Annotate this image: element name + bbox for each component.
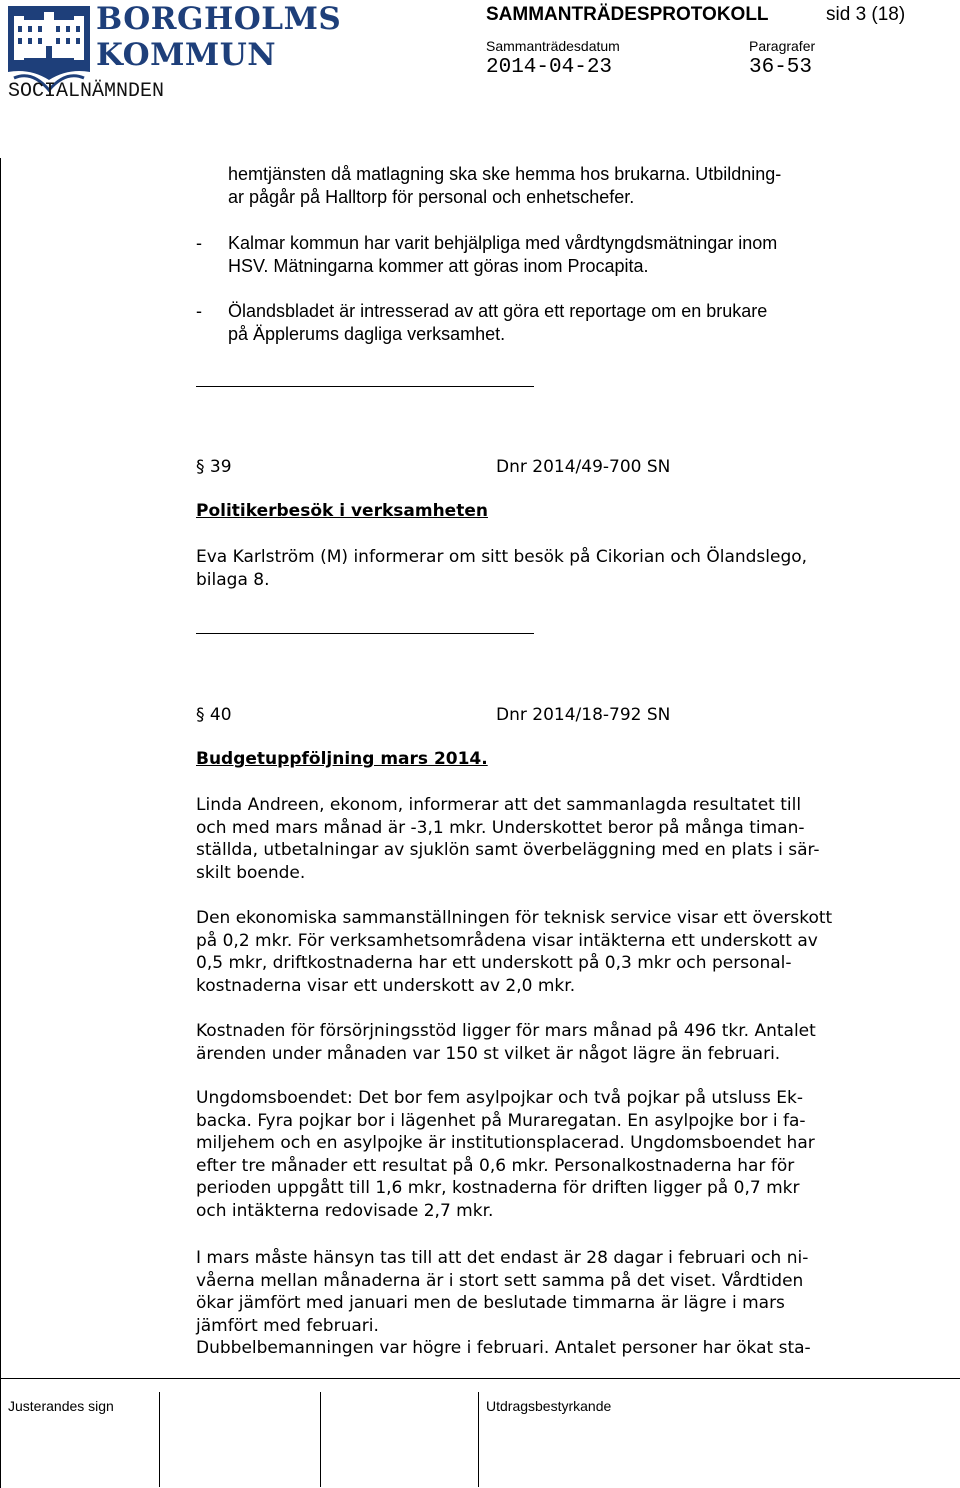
text-line: 0,5 mkr, driftkostnaderna har ett underskott på 0,3 mkr och personal- [196, 953, 792, 973]
continuation-text [228, 163, 781, 209]
text-line: Kostnaden för försörjningsstöd ligger för mars månad på 496 tkr. Antalet [196, 1021, 816, 1041]
section-39-paragraph [196, 546, 807, 591]
text-line: Den ekonomiska sammanställningen för teknisk service visar ett överskott [196, 908, 833, 928]
signature-box-divider [478, 1392, 479, 1487]
bullet-dash: - [196, 301, 202, 321]
text-line: hemtjänsten då matlagning ska ske hemma hos brukarna. Utbildning- [228, 164, 782, 184]
text-line: ärenden under månaden var 150 st vilket är något lägre än februari. [196, 1043, 781, 1064]
text-line: skilt boende. [196, 862, 306, 883]
text-line: och med mars månad är -3,1 mkr. Underskottet beror på många timan- [196, 817, 805, 838]
meeting-date-value: 2014-04-23 [486, 56, 613, 79]
text-line: Kalmar kommun har varit behjälpliga med vårdtyngdsmätningar inom [228, 233, 778, 253]
paragraphs-value: 36-53 [749, 56, 813, 79]
section-40-number [196, 705, 232, 725]
text-line: HSV. Mätningarna kommer att göras inom Procapita. [228, 256, 649, 276]
text-line: Ungdomsboendet: Det bor fem asylpojkar och två pojkar på utsluss Ek- [196, 1088, 804, 1108]
org-name-line2: KOMMUN [96, 37, 277, 73]
section-number-text: 39 [209, 457, 232, 477]
section-40-dnr: Dnr 2014/18-792 SN [496, 705, 671, 725]
left-margin-line [0, 158, 1, 1488]
section-40-paragraph-2 [196, 907, 832, 997]
bullet-item [228, 232, 777, 278]
section-39-number [196, 457, 232, 477]
document-title: SAMMANTRÄDESPROTOKOLL [486, 4, 769, 25]
text-line: Ölandsbladet är intresserad av att göra ett reportage om en brukare [228, 301, 768, 321]
section-40-title: Budgetuppföljning mars 2014. [196, 749, 488, 769]
text-line: bilaga 8. [196, 569, 270, 590]
meeting-date-label: Sammanträdesdatum [486, 38, 620, 54]
text-line: ställda, utbetalningar av sjuklön samt överbeläggning med en plats i sär- [196, 840, 820, 860]
text-line: och intäkterna redovisade 2,7 mkr. [196, 1200, 494, 1221]
paragraphs-label: Paragrafer [749, 38, 816, 54]
text-line: kostnaderna visar ett underskott av 2,0 mkr. [196, 975, 576, 996]
signature-box-divider [159, 1392, 160, 1487]
text-line: miljehem och en asylpojke är institutionsplacerad. Ungdomsboendet har [196, 1133, 815, 1153]
page-number: sid 3 (18) [826, 4, 906, 25]
section-39-title: Politikerbesök i verksamheten [196, 501, 488, 521]
text-line: backa. Fyra pojkar bor i lägenhet på Muraregatan. En asylpojke bor i fa- [196, 1110, 806, 1131]
bullet-dash: - [196, 233, 202, 253]
text-line: på Äpplerums dagliga verksamhet. [228, 324, 506, 344]
section-divider [196, 386, 534, 387]
text-line: ar pågår på Halltorp för personal och enhetschefer. [228, 187, 635, 207]
footer-top-line [0, 1378, 960, 1379]
bullet-item [228, 300, 767, 346]
text-line: ökar jämfört med januari men de beslutade timmarna är lägre i mars [196, 1293, 785, 1313]
section-40-paragraph-5 [196, 1247, 811, 1360]
text-line: Dubbelbemanningen var högre i februari. Antalet personer har ökat sta- [196, 1338, 811, 1358]
section-number-text: 40 [209, 705, 232, 725]
section-40-paragraph-4 [196, 1087, 815, 1222]
paragraph-symbol: § [196, 457, 205, 477]
text-line: efter tre månader ett resultat på 0,6 mkr. Personalkostnaderna har för [196, 1155, 795, 1176]
text-line: perioden uppgått till 1,6 mkr, kostnaderna för driften ligger på 0,7 mkr [196, 1178, 800, 1198]
text-line: på 0,2 mkr. För verksamhetsområdena visar intäkterna ett underskott av [196, 930, 818, 951]
section-39-dnr: Dnr 2014/49-700 SN [496, 457, 671, 477]
signature-label: Justerandes sign [8, 1398, 114, 1414]
extract-certification-label: Utdragsbestyrkande [486, 1398, 612, 1414]
org-name-line1: BORGHOLMS [96, 1, 342, 37]
section-40-paragraph-3 [196, 1020, 816, 1065]
text-line: jämfört med februari. [196, 1315, 379, 1336]
department-name: SOCIALNÄMNDEN [8, 80, 165, 103]
text-line: Linda Andreen, ekonom, informerar att det sammanlagda resultatet till [196, 795, 802, 815]
section-divider [196, 633, 534, 634]
paragraph-symbol: § [196, 705, 205, 725]
text-line: våerna mellan månaderna är i stort sett samma på det viset. Vårdtiden [196, 1270, 804, 1291]
signature-box-divider [320, 1392, 321, 1487]
text-line: I mars måste hänsyn tas till att det endast är 28 dagar i februari och ni- [196, 1248, 809, 1268]
text-line: Eva Karlström (M) informerar om sitt besök på Cikorian och Ölandslego, [196, 547, 808, 567]
section-40-paragraph-1 [196, 794, 820, 884]
